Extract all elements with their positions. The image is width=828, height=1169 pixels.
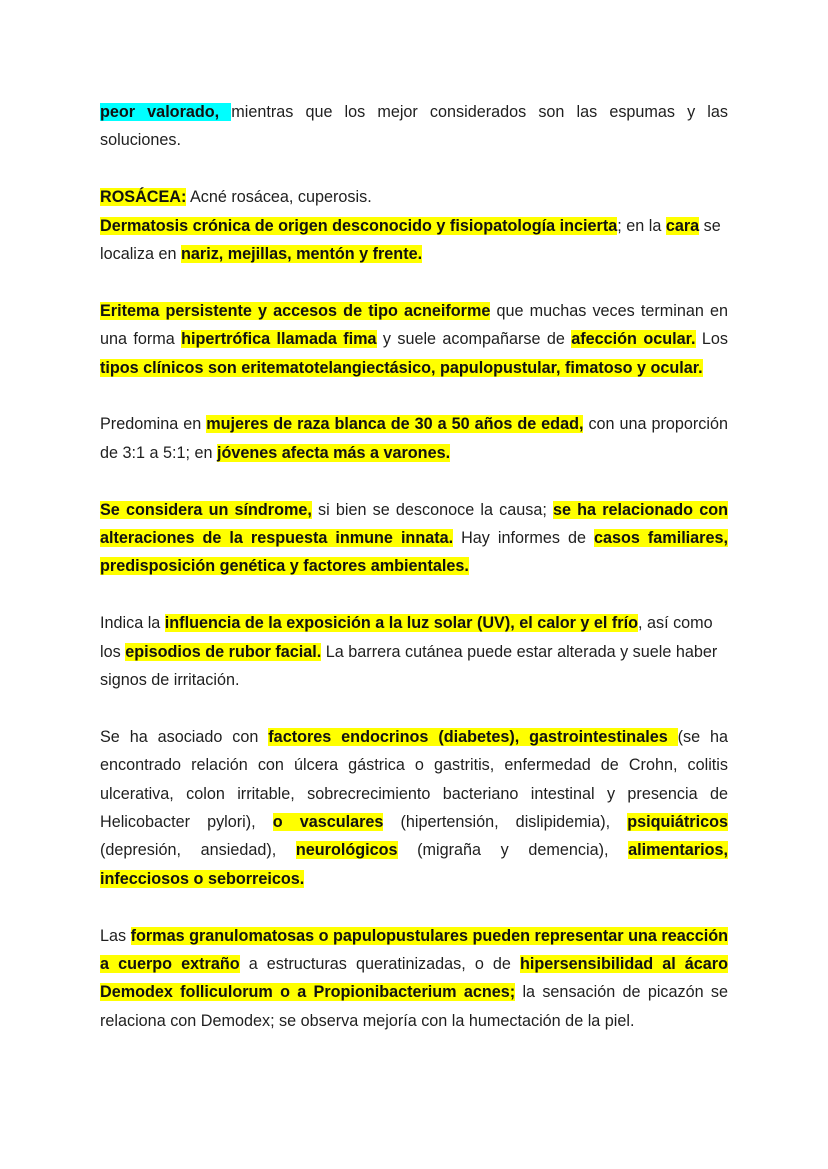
highlight-text: neurológicos [295,841,398,860]
highlight-text: formas granulomatosas o papulopustulares pueden representar una reacción a cuerpo extraño [100,926,728,974]
document-page [100,98,728,1064]
body-text: Hay informes de [453,529,594,548]
body-text: Predomina en [100,415,207,434]
body-text: (se ha encontrado relación con úlcera gástrica o gastritis, enfermedad de Crohn, colitis ulcerativa, colon irritable, sobrecrecimiento bacteriano intestinal y presencia de Helicobacter pylori), [100,727,728,832]
highlight-text: casos familiares, predisposición genética y factores ambientales. [100,529,728,576]
paragraph-associated-factors [100,723,728,893]
highlight-text: nariz, mejillas, mentón y frente. [181,245,423,264]
highlight-text: tipos clínicos son eritematotelangiectásico, papulopustular, fimatoso y ocular. [100,358,703,377]
highlight-text: psiquiátricos [627,813,728,832]
highlight-text: hipertrófica llamada fima [181,330,377,349]
body-text: Acné rosácea, cuperosis. [186,188,372,207]
body-text: (depresión, ansiedad), [100,841,296,860]
highlight-cyan: peor valorado, [100,103,232,121]
highlight-text: afección ocular. [571,330,696,349]
section-heading-rosacea: ROSÁCEA: [100,188,187,207]
body-text: y suele acompañarse de [376,330,572,349]
body-text: a estructuras queratinizadas, o de [239,955,520,974]
body-text: si bien se desconoce la causa; [311,500,553,519]
paragraph-pathogenesis [100,922,728,1036]
paragraph-triggers [100,609,728,694]
body-text: (migraña y demencia), [397,841,629,860]
highlight-text: jóvenes afecta más a varones. [217,443,451,462]
highlight-text: factores endocrinos (diabetes), gastrointestinales [268,727,678,746]
body-text: se localiza en [100,216,721,264]
highlight-text: Eritema persistente y accesos de tipo acneiforme [100,301,491,320]
highlight-text: se ha relacionado con alteraciones de la respuesta inmune innata. [100,500,728,548]
body-text: que muchas veces terminan en una forma [100,301,728,349]
body-text: , así como los [100,614,713,661]
body-text: La barrera cutánea puede estar alterada y suele haber signos de irritación. [100,642,718,690]
highlight-text: hipersensibilidad al ácaro Demodex folliculorum o a Propionibacterium acnes; [100,955,728,1002]
highlight-text: cara [665,216,700,235]
body-text: mientras que los mejor considerados son las espumas y las soluciones. [100,103,728,150]
paragraph-clinical-signs [100,297,728,382]
body-text: la sensación de picazón se relaciona con Demodex; se observa mejoría con la humectación de la piel. [100,983,729,1030]
paragraph-rosacea-definition [100,183,728,268]
highlight-text: Dermatosis crónica de origen desconocido y fisiopatología incierta [100,216,618,235]
body-text: con una proporción de 3:1 a 5:1; en [100,415,728,462]
body-text: Las [100,926,131,945]
highlight-text: mujeres de raza blanca de 30 a 50 años de edad, [206,415,584,434]
paragraph-treatment-vehicles [100,98,728,155]
body-text: Los [695,330,728,349]
highlight-text: o vasculares [272,813,384,832]
highlight-text: episodios de rubor facial. [125,642,322,661]
body-text: ; en la [617,216,666,235]
paragraph-epidemiology [100,410,728,467]
body-text: Indica la [100,614,165,633]
highlight-text: alimentarios, infecciosos o seborreicos. [100,841,728,888]
highlight-text: influencia de la exposición a la luz solar (UV), el calor y el frío [164,614,638,633]
paragraph-etiology [100,496,728,581]
body-text: (hipertensión, dislipidemia), [383,813,628,832]
highlight-text: Se considera un síndrome, [100,500,312,519]
body-text: Se ha asociado con [100,727,269,746]
